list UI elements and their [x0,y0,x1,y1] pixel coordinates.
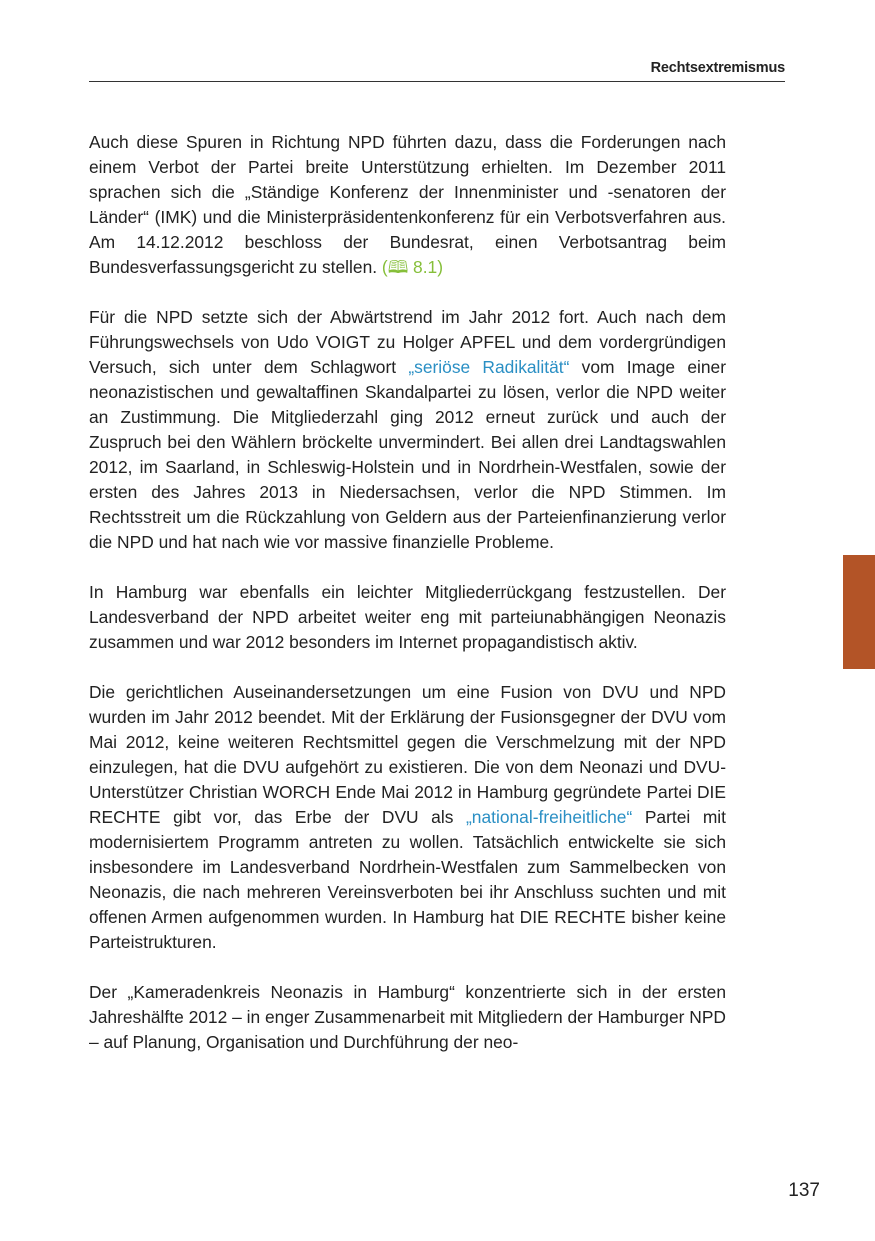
paragraph-hamburg-npd [89,580,726,655]
paragraph-dvu-fusion-text-a: Die gerichtlichen Auseinandersetzungen um eine Fusion von DVU und NPD wurden im Jahr 2012 beendet. Mit der Erklärung der Fusionsgegner der DVU vom Mai 2012, keine weiteren Rechtsmittel gegen die Verschmelzung mit der NPD einzulegen, hat die DVU aufgehört zu existieren. Die von dem Neonazi und DVU-Unterstützer Christian WORCH Ende Mai 2012 in Hamburg gegründete Partei DIE RECHTE gibt vor, das Erbe der DVU als [89,682,726,827]
cross-reference-link[interactable]: (🕮 8.1) [381,257,444,277]
glossary-term-serioese-radikalitaet[interactable]: „seriöse Radikalität“ [408,357,570,377]
glossary-term-national-freiheitlich[interactable]: „national-freiheitliche“ [465,807,633,827]
paragraph-npd-ban-text: Auch diese Spuren in Richtung NPD führten dazu, dass die Forderungen nach einem Verbot der Partei breite Unterstützung erhielten. Im Dezember 2011 sprachen sich die „Ständige Konferenz der Innenminister und -senatoren der Länder“ (IMK) und die Ministerpräsidentenkonferenz für ein Verbotsverfahren aus. Am 14.12.2012 beschloss der Bundesrat, einen Verbotsantrag beim Bundesverfassungsgericht zu stellen. [89,132,726,277]
paragraph-kameradenkreis-text: Der „Kameradenkreis Neonazis in Hamburg“ konzentrierte sich in der ersten Jahreshälfte 2012 – in enger Zusammenarbeit mit Mitgliedern der Hamburger NPD – auf Planung, Organisation und Durchführung der neo- [89,982,726,1052]
page-number: 137 [788,1180,820,1201]
running-header: Rechtsextremismus [650,60,785,76]
paragraph-hamburg-npd-text: In Hamburg war ebenfalls ein leichter Mitgliederrückgang festzustellen. Der Landesverband der NPD arbeitet weiter eng mit parteiunabhängigen Neonazis zusammen und war 2012 besonders im Internet propagandistisch aktiv. [89,582,726,652]
paragraph-npd-decline [89,305,726,555]
paragraph-dvu-fusion-text-b: Partei mit modernisiertem Programm antreten zu wollen. Tatsächlich entwickelte sie sich insbesondere im Landesverband Nordrhein-Westfalen zum Sammelbecken von Neonazis, die nach mehreren Vereinsverboten bei ihr Anschluss suchten und mit offenen Armen aufgenommen wurden. In Hamburg hat DIE RECHTE bisher keine Parteistrukturen. [89,807,726,952]
body-text [89,130,726,1080]
paragraph-npd-decline-text-b: vom Image einer neonazistischen und gewaltaffinen Skandalpartei zu lösen, verlor die NPD weiter an Zustimmung. Die Mitgliederzahl ging 2012 erneut zurück und auch der Zuspruch bei den Wählern bröckelte unvermindert. Bei allen drei Landtagswahlen 2012, im Saarland, in Schleswig-Holstein und in Nordrhein-Westfalen, sowie der ersten des Jahres 2013 in Niedersachsen, verlor die NPD Stimmen. Im Rechtsstreit um die Rückzahlung von Geldern aus der Parteienfinanzierung verlor die NPD und hat nach wie vor massive finanzielle Probleme. [89,357,727,552]
chapter-tab-marker [843,555,875,669]
paragraph-dvu-fusion [89,680,726,955]
header-rule [89,81,785,82]
paragraph-npd-ban [89,130,726,280]
paragraph-npd-decline-text-a: Für die NPD setzte sich der Abwärtstrend im Jahr 2012 fort. Auch nach dem Führungswechsels von Udo VOIGT zu Holger APFEL und dem vordergründigen Versuch, sich unter dem Schlagwort [89,307,726,377]
paragraph-kameradenkreis [89,980,726,1055]
